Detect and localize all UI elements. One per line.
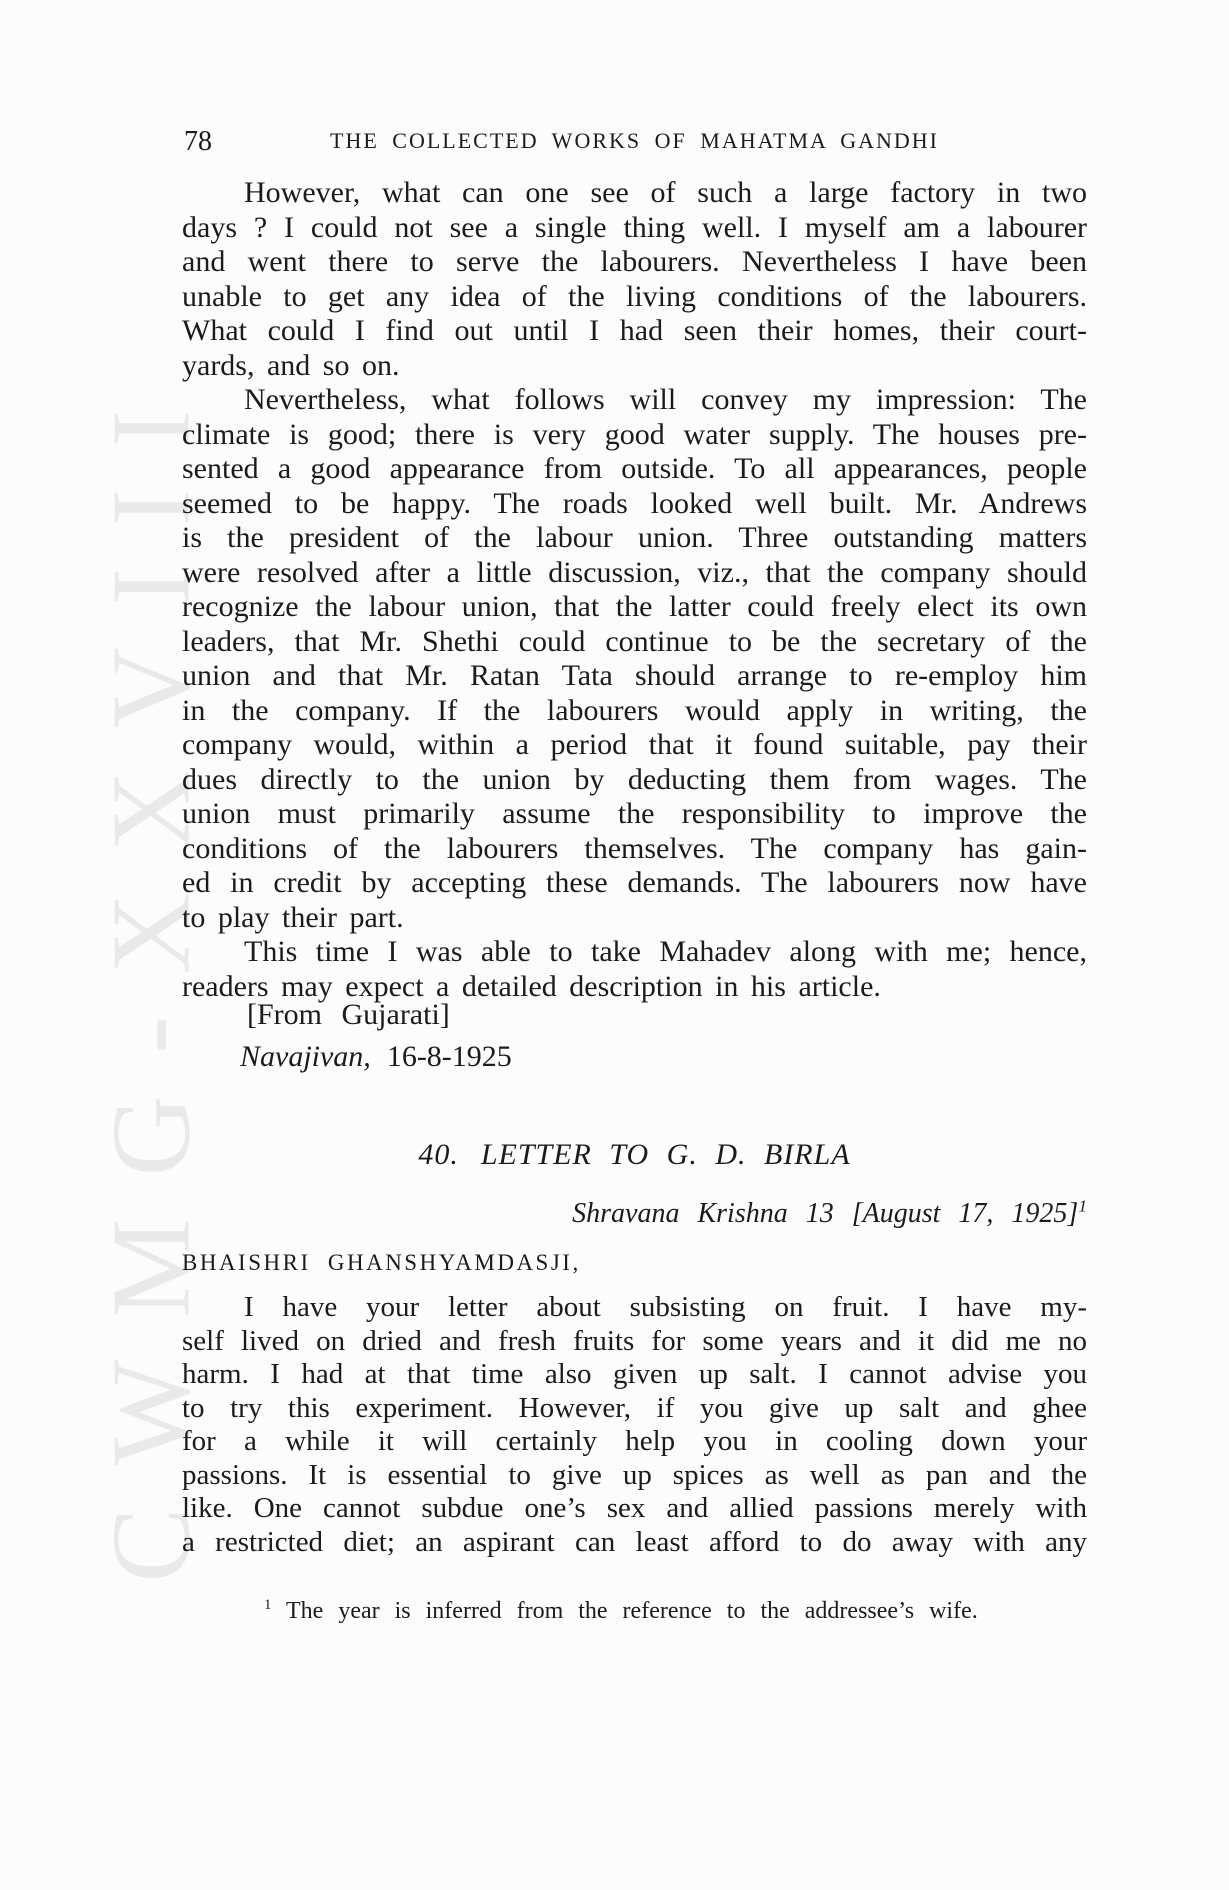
letter-dateline [182,1198,1087,1230]
text-line: union must primarily assume the responsibility to improve the [182,797,1087,830]
text-line: to try this experiment. However, if you give up salt and ghee [182,1391,1087,1424]
article-body [182,176,1087,1004]
text-line: seemed to be happy. The roads looked well built. Mr. Andrews [182,486,1087,520]
paragraph [182,935,1087,1004]
text-line: to play their part. [182,900,404,934]
footnote-text: The year is inferred from the reference to the addressee’s wife. [286,1598,978,1624]
text-line: self lived on dried and fresh fruits for some years and it did me no [182,1324,1087,1357]
text-line: conditions of the labourers themselves. The company has gain- [182,831,1087,865]
text-line: is the president of the labour union. Three outstanding matters [182,521,1087,554]
paragraph [182,383,1087,935]
text-line: were resolved after a little discussion, viz., that the company should [182,555,1087,589]
publication-name: Navajivan, [240,1040,371,1073]
text-line: unable to get any idea of the living conditions of the labourers. [182,279,1087,313]
letter-number: 40. [418,1138,459,1171]
text-line: for a while it will certainly help you in cooling down your [182,1425,1087,1457]
page-number: 78 [184,126,212,157]
text-line: yards, and so on. [182,348,400,382]
text-line: climate is good; there is very good water supply. The houses pre- [182,417,1087,451]
text-line: in the company. If the labourers would apply in writing, the [182,693,1087,727]
text-line: and went there to serve the labourers. Nevertheless I have been [182,245,1087,278]
text-line: union and that Mr. Ratan Tata should arrange to re-employ him [182,659,1087,692]
text-line: Nevertheless, what follows will convey my impression: The [244,383,1087,416]
publication-date: 16-8-1925 [386,1040,512,1073]
text-line: days ? I could not see a single thing well. I myself am a labourer [182,210,1087,244]
text-line: What could I find out until I had seen their homes, their court- [182,314,1087,347]
footnote [182,1598,1087,1625]
letter-title: LETTER TO G. D. BIRLA [480,1138,851,1171]
text-line: leaders, that Mr. Shethi could continue to be the secretary of the [182,624,1087,658]
text-line: sented a good appearance from outside. To all appearances, people [182,452,1087,485]
footnote-marker: 1 [264,1597,272,1613]
salutation: BHAISHRI GHANSHYAMDASJI, [182,1250,581,1275]
letter-heading [182,1138,1087,1172]
text-line: ed in credit by accepting these demands. The labourers now have [182,866,1087,899]
text-line: This time I was able to take Mahadev along with me; hence, [244,935,1087,968]
footnote-ref: 1 [1078,1196,1087,1216]
letter-body [182,1291,1087,1559]
running-header [182,126,1087,157]
text-line: a restricted diet; an aspirant can least afford to do away with any [182,1525,1087,1558]
text-line: passions. It is essential to give up spices as well as pan and the [182,1458,1087,1491]
text-line: I have your letter about subsisting on fruit. I have my- [244,1291,1087,1323]
text-line: dues directly to the union by deducting them from wages. The [182,762,1087,796]
text-line: readers may expect a detailed description in his article. [182,969,881,1003]
text-line: like. One cannot subdue one’s sex and allied passions merely with [182,1492,1087,1524]
source-note-line: [From Gujarati] [247,998,450,1031]
watermark-text: CWMG-XXVIII [89,367,214,1583]
text-line: company would, within a period that it found suitable, pay their [182,728,1087,761]
text-line: recognize the labour union, that the latter could freely elect its own [182,590,1087,623]
publication-line [182,1040,1087,1074]
text-line: harm. I had at that time also given up salt. I cannot advise you [182,1358,1087,1390]
running-title: THE COLLECTED WORKS OF MAHATMA GANDHI [330,128,939,153]
dateline-text: Shravana Krishna 13 [August 17, 1925] [572,1198,1079,1229]
paragraph [182,176,1087,383]
text-line: However, what can one see of such a large factory in two [244,176,1087,209]
